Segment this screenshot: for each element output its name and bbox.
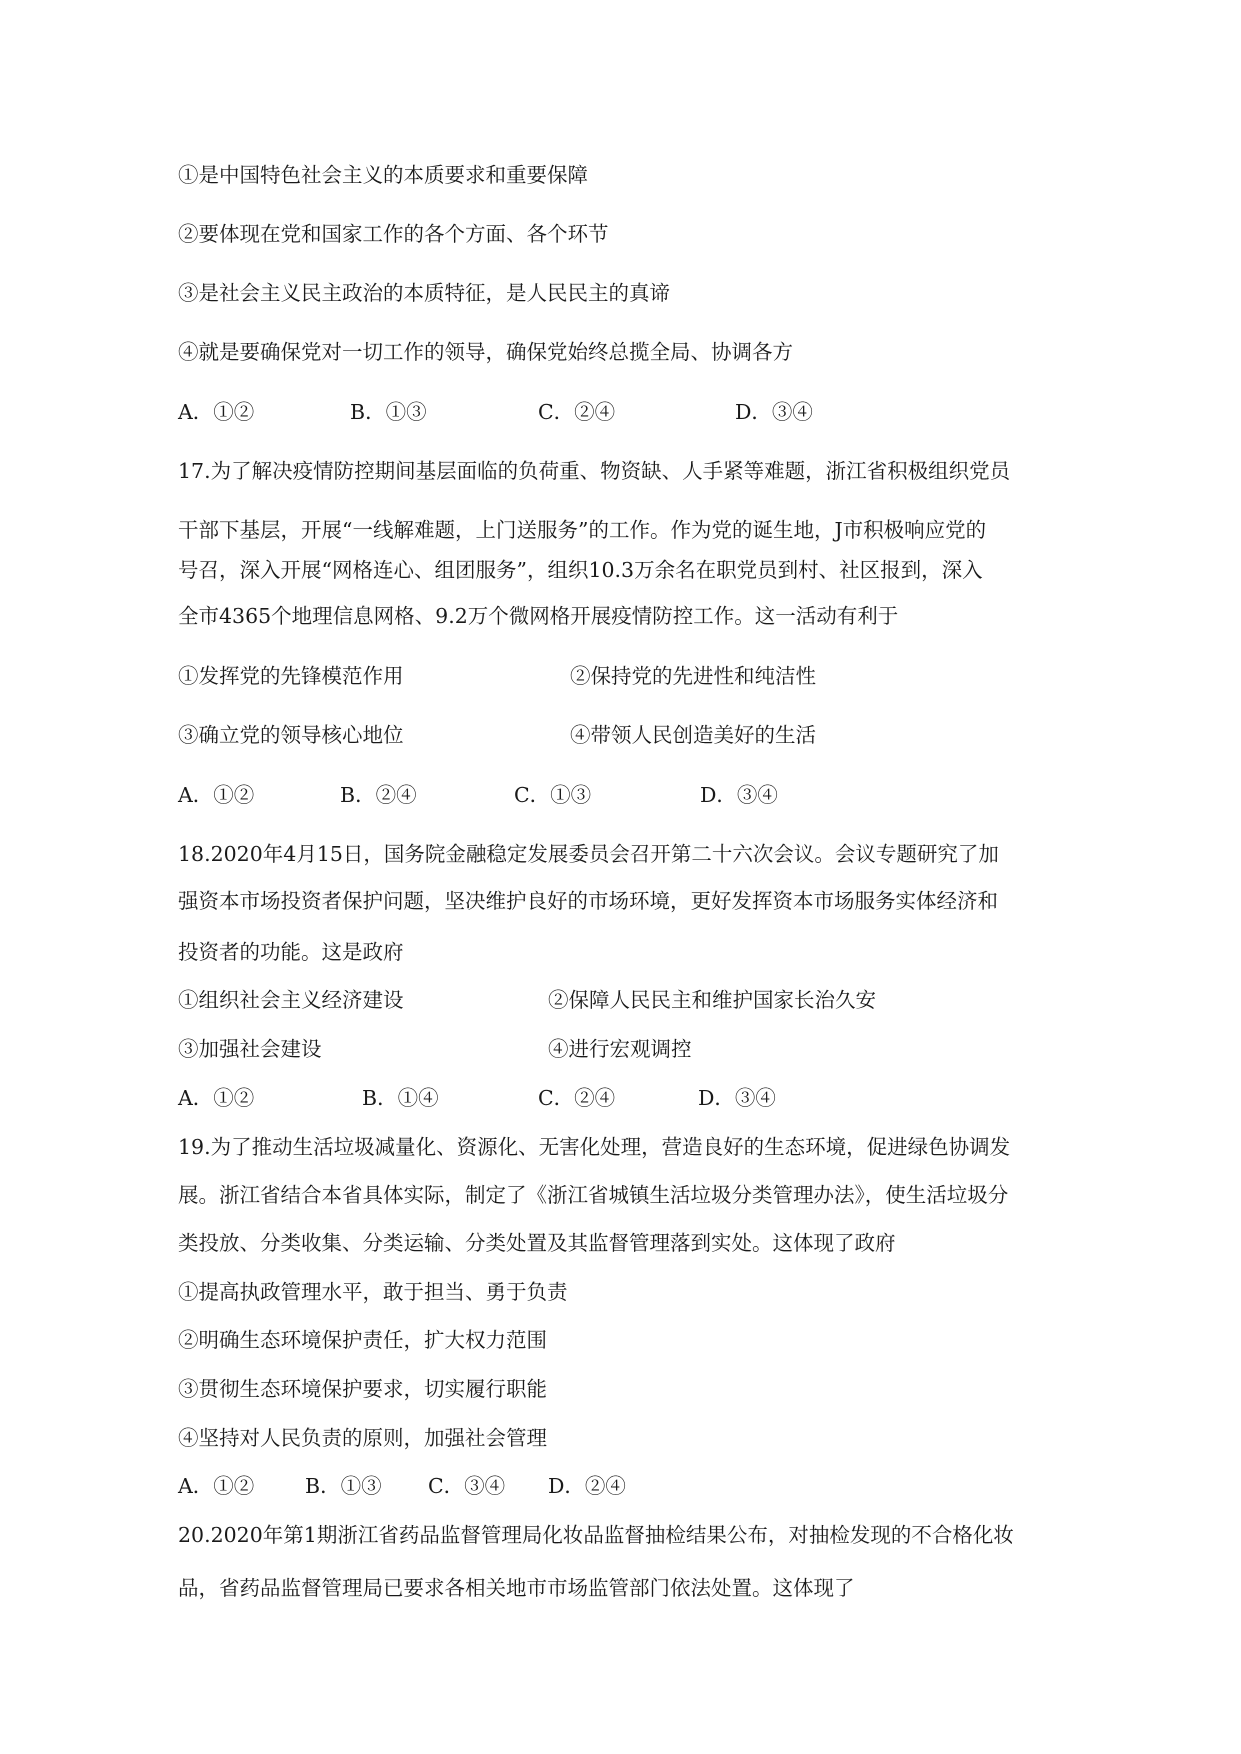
q18-statement-2: ②保障人民民主和维护国家长治久安 — [548, 988, 876, 1012]
q17-statement-2: ②保持党的先进性和纯洁性 — [570, 664, 816, 688]
q19-option-a: A．①② — [178, 1474, 255, 1498]
q17-stem-line-3: 号召，深入开展“网格连心、组团服务”，组织10.3万余名在职党员到村、社区报到，深入 — [178, 558, 983, 582]
q16-option-b: B．①③ — [350, 400, 427, 424]
q19-statement-3: ③贯彻生态环境保护要求，切实履行职能 — [178, 1377, 547, 1401]
q18-stem-line-2: 强资本市场投资者保护问题，坚决维护良好的市场环境，更好发挥资本市场服务实体经济和 — [178, 889, 998, 913]
q16-option-a: A．①② — [178, 400, 255, 424]
q16-statement-4: ④就是要确保党对一切工作的领导，确保党始终总揽全局、协调各方 — [178, 340, 793, 364]
q18-statement-4: ④进行宏观调控 — [548, 1037, 692, 1061]
q17-option-a: A．①② — [178, 783, 255, 807]
q19-stem-line-2: 展。浙江省结合本省具体实际，制定了《浙江省城镇生活垃圾分类管理办法》，使生活垃圾分 — [178, 1183, 1009, 1207]
q17-option-b: B．②④ — [340, 783, 417, 807]
q17-option-d: D．③④ — [700, 783, 778, 807]
q20-stem-line-2: 品，省药品监督管理局已要求各相关地市市场监管部门依法处置。这体现了 — [178, 1576, 855, 1600]
q17-option-c: C．①③ — [514, 783, 592, 807]
q18-statement-3: ③加强社会建设 — [178, 1037, 322, 1061]
q16-statement-1: ①是中国特色社会主义的本质要求和重要保障 — [178, 163, 588, 187]
q19-option-d: D．②④ — [548, 1474, 626, 1498]
q16-statement-3: ③是社会主义民主政治的本质特征，是人民民主的真谛 — [178, 281, 670, 305]
q19-stem-line-1: 19.为了推动生活垃圾减量化、资源化、无害化处理，营造良好的生态环境，促进绿色协调发 — [178, 1135, 1011, 1159]
q17-statement-1: ①发挥党的先锋模范作用 — [178, 664, 404, 688]
q17-stem-line-4: 全市4365个地理信息网格、9.2万个微网格开展疫情防控工作。这一活动有利于 — [178, 604, 899, 628]
q18-stem-line-3: 投资者的功能。这是政府 — [178, 940, 404, 964]
q18-option-d: D．③④ — [698, 1086, 776, 1110]
q17-statement-4: ④带领人民创造美好的生活 — [570, 723, 816, 747]
q19-option-c: C．③④ — [428, 1474, 506, 1498]
q18-option-c: C．②④ — [538, 1086, 616, 1110]
q17-statement-3: ③确立党的领导核心地位 — [178, 723, 404, 747]
q16-option-c: C．②④ — [538, 400, 616, 424]
q19-stem-line-3: 类投放、分类收集、分类运输、分类处置及其监督管理落到实处。这体现了政府 — [178, 1231, 896, 1255]
q16-statement-2: ②要体现在党和国家工作的各个方面、各个环节 — [178, 222, 609, 246]
q19-statement-1: ①提高执政管理水平，敢于担当、勇于负责 — [178, 1280, 568, 1304]
q17-stem-line-1: 17.为了解决疫情防控期间基层面临的负荷重、物资缺、人手紧等难题，浙江省积极组织党员 — [178, 459, 1011, 483]
q19-option-b: B．①③ — [305, 1474, 382, 1498]
q18-option-b: B．①④ — [362, 1086, 439, 1110]
q18-statement-1: ①组织社会主义经济建设 — [178, 988, 404, 1012]
q18-option-a: A．①② — [178, 1086, 255, 1110]
q19-statement-2: ②明确生态环境保护责任，扩大权力范围 — [178, 1328, 547, 1352]
q17-stem-line-2: 干部下基层，开展“一线解难题，上门送服务”的工作。作为党的诞生地，J市积极响应党的 — [178, 518, 987, 542]
q16-option-d: D．③④ — [735, 400, 813, 424]
q20-stem-line-1: 20.2020年第1期浙江省药品监督管理局化妆品监督抽检结果公布，对抽检发现的不合格化妆 — [178, 1523, 1014, 1547]
q18-stem-line-1: 18.2020年4月15日，国务院金融稳定发展委员会召开第二十六次会议。会议专题研究了加 — [178, 842, 999, 866]
q19-statement-4: ④坚持对人民负责的原则，加强社会管理 — [178, 1426, 547, 1450]
